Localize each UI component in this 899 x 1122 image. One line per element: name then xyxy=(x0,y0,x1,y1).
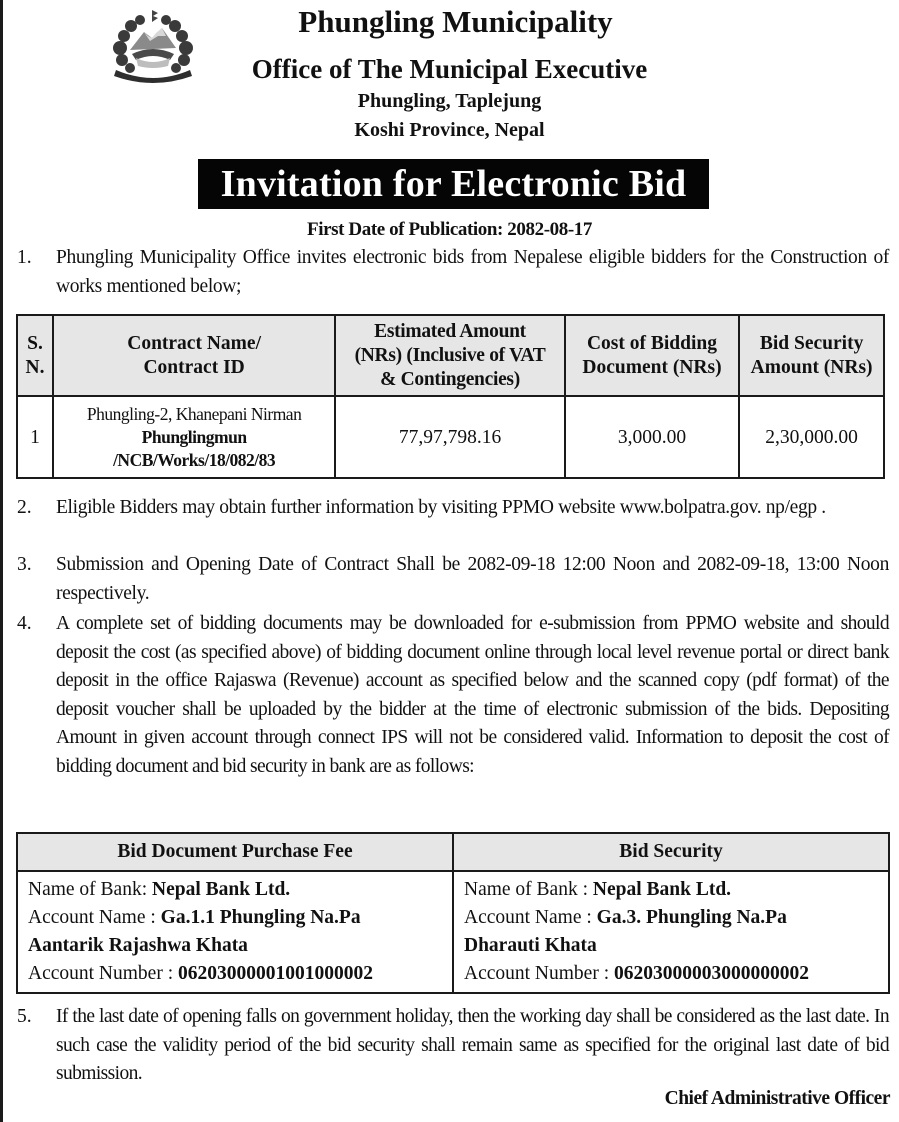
address-line-1: Phungling, Taplejung xyxy=(357,90,542,112)
header-estimated-amount xyxy=(335,315,564,396)
header-line: & Contingencies) xyxy=(380,368,520,390)
header-sn xyxy=(17,315,53,396)
header-bid-security: Bid Security xyxy=(453,833,889,871)
publication-date: First Date of Publication: 2082-08-17 xyxy=(307,219,592,240)
value: Nepal Bank Ltd. xyxy=(592,879,732,900)
value: Ga.1.1 Phungling Na.Pa xyxy=(160,907,361,928)
bank-name-line xyxy=(464,876,878,904)
item-number: 2. xyxy=(17,497,32,518)
account-number-line xyxy=(464,960,878,988)
purchase-fee-details xyxy=(17,871,453,993)
cell-bid-security: 2,30,000.00 xyxy=(739,396,884,478)
bank-name-line xyxy=(28,876,442,904)
item-text: Phungling Municipality Office invites electronic bids from Nepalese eligible bidders for the Construction of works mentioned below; xyxy=(56,247,889,297)
account-name-line xyxy=(464,904,878,932)
header-purchase-fee: Bid Document Purchase Fee xyxy=(17,833,453,871)
value: 06203000001001000002 xyxy=(178,963,374,984)
cell-contract xyxy=(53,396,335,478)
header-line: Amount (NRs) xyxy=(750,356,873,378)
office-name: Office of The Municipal Executive xyxy=(251,54,648,84)
contract-id-line-1: Phunglingmun xyxy=(141,426,247,447)
header-line: S. xyxy=(27,332,43,354)
bank-details-table xyxy=(16,832,890,994)
left-margin-rule xyxy=(0,0,3,1122)
account-name-continued: Aantarik Rajashwa Khata xyxy=(28,935,248,956)
header-line: (NRs) (Inclusive of VAT xyxy=(354,344,546,366)
cell-estimated-amount: 77,97,798.16 xyxy=(335,396,564,478)
label: Account Name : xyxy=(464,907,597,928)
account-name-continued: Dharauti Khata xyxy=(464,935,597,956)
value: 06203000003000000002 xyxy=(614,963,810,984)
table-row xyxy=(17,871,889,993)
label: Account Name : xyxy=(28,907,161,928)
header-line: Contract ID xyxy=(143,356,245,378)
cell-cost-of-document: 3,000.00 xyxy=(565,396,740,478)
notice-title-banner: Invitation for Electronic Bid xyxy=(198,159,709,209)
table-header-row xyxy=(17,315,884,396)
header-cost-of-document xyxy=(565,315,740,396)
header-line: N. xyxy=(25,356,45,378)
item-number: 3. xyxy=(17,554,32,575)
label: Account Number : xyxy=(28,963,179,984)
label: Name of Bank: xyxy=(28,879,153,900)
account-name-line xyxy=(28,904,442,932)
header-line: Contract Name/ xyxy=(127,332,261,354)
value: Nepal Bank Ltd. xyxy=(152,879,291,900)
contract-id-line-2: /NCB/Works/18/082/83 xyxy=(113,449,276,470)
signatory-title: Chief Administrative Officer xyxy=(664,1088,890,1109)
item-text: A complete set of bidding documents may be downloaded for e-submission from PPMO website and should deposit the cost (as specified above) of bidding document online through local level revenue portal or direct bank deposit in the office Rajaswa (Revenue) account as specified below and the scanned copy (pdf format) of the deposit voucher shall be uploaded by the bidder at the time of electronic submission of the bids. Depositing Amount in given account through connect IPS will not be considered valid. Information to deposit the cost of bidding document and bid security in bank are as follows: xyxy=(56,613,889,777)
item-text: Eligible Bidders may obtain further information by visiting PPMO website www.bolpatra.gov. np/egp . xyxy=(56,497,826,518)
cell-sn: 1 xyxy=(17,396,53,478)
header-line: Bid Security xyxy=(759,332,864,354)
header-contract xyxy=(53,315,335,396)
contract-table xyxy=(16,314,885,479)
table-header-row xyxy=(17,833,889,871)
bid-security-details xyxy=(453,871,889,993)
address-line-2: Koshi Province, Nepal xyxy=(354,119,545,141)
item-number: 5. xyxy=(17,1006,32,1027)
item-number: 4. xyxy=(17,613,32,634)
value: Ga.3. Phungling Na.Pa xyxy=(596,907,787,928)
header-line: Cost of Bidding xyxy=(586,332,717,354)
table-row xyxy=(17,396,884,478)
item-number: 1. xyxy=(17,247,32,268)
header-line: Document (NRs) xyxy=(582,356,722,378)
header-bid-security xyxy=(739,315,884,396)
item-text: Submission and Opening Date of Contract Shall be 2082-09-18 12:00 Noon and 2082-09-18, 13:00 Noon respectively. xyxy=(56,554,889,604)
label: Name of Bank : xyxy=(464,879,593,900)
contract-name: Phungling-2, Khanepani Nirman xyxy=(86,403,302,424)
header-line: Estimated Amount xyxy=(374,320,526,342)
municipality-name: Phungling Municipality xyxy=(298,4,613,39)
label: Account Number : xyxy=(464,963,615,984)
item-text: If the last date of opening falls on government holiday, then the working day shall be considered as the last date. In such case the validity period of the bid security shall remain same as specified for the original last date of bid submission. xyxy=(56,1006,889,1085)
account-number-line xyxy=(28,960,442,988)
